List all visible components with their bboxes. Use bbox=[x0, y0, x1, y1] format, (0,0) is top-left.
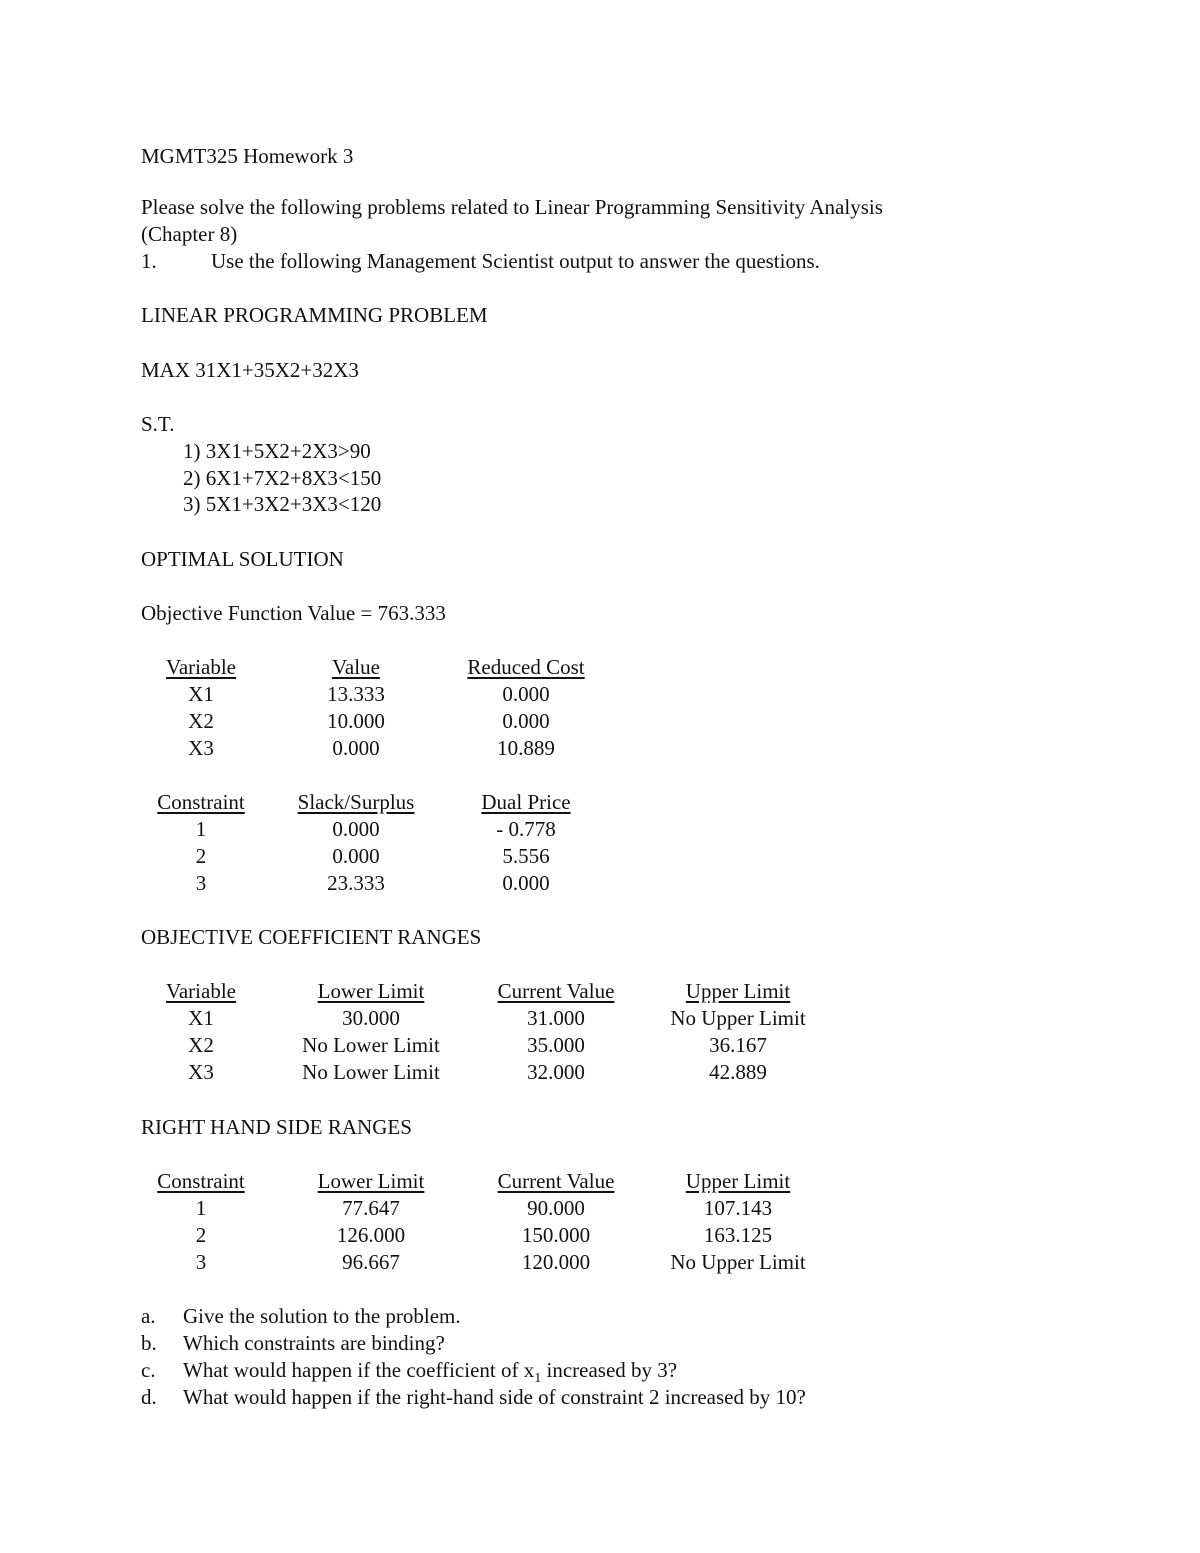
rhs-ranges-heading: RIGHT HAND SIDE RANGES bbox=[141, 1115, 412, 1139]
table-cell: X2 bbox=[188, 1033, 214, 1057]
table-cell: 5.556 bbox=[502, 844, 550, 868]
table-cell: 126.000 bbox=[336, 1223, 406, 1247]
table-row bbox=[141, 708, 601, 735]
objective-ranges-table bbox=[141, 978, 845, 1086]
rhs-ranges-table bbox=[141, 1168, 845, 1276]
table-header: Current Value bbox=[497, 1169, 615, 1193]
table-header: Reduced Cost bbox=[467, 655, 585, 679]
table-cell: No Upper Limit bbox=[670, 1250, 806, 1274]
table-cell: 1 bbox=[195, 1196, 207, 1220]
table-cell: 163.125 bbox=[703, 1223, 773, 1247]
table-cell: 0.000 bbox=[332, 817, 380, 841]
constraint-table bbox=[141, 789, 601, 897]
intro-line-1: Please solve the following problems related to Linear Programming Sensitivity Analysis bbox=[141, 195, 883, 219]
table-cell: 23.333 bbox=[327, 871, 385, 895]
subject-to-label: S.T. bbox=[141, 412, 175, 436]
table-cell: No Lower Limit bbox=[302, 1033, 440, 1057]
variable-table bbox=[141, 654, 601, 762]
table-row bbox=[141, 1059, 845, 1086]
table-cell: 10.000 bbox=[327, 709, 385, 733]
table-cell: 2 bbox=[195, 1223, 207, 1247]
constraint-2: 2) 6X1+7X2+8X3<150 bbox=[183, 466, 382, 490]
table-header: Upper Limit bbox=[685, 1169, 791, 1193]
table-row bbox=[141, 816, 601, 843]
table-cell: 35.000 bbox=[527, 1033, 585, 1057]
table-cell: X3 bbox=[188, 736, 214, 760]
table-header: Value bbox=[332, 655, 380, 679]
table-header: Slack/Surplus bbox=[297, 790, 415, 814]
table-row bbox=[141, 870, 601, 897]
objective-function-value: Objective Function Value = 763.333 bbox=[141, 601, 446, 625]
table-cell: X1 bbox=[188, 1006, 214, 1030]
objective-function: MAX 31X1+35X2+32X3 bbox=[141, 358, 359, 382]
table-cell: 42.889 bbox=[709, 1060, 767, 1084]
table-header: Lower Limit bbox=[317, 1169, 425, 1193]
lp-heading: LINEAR PROGRAMMING PROBLEM bbox=[141, 303, 488, 327]
table-cell: 96.667 bbox=[342, 1250, 400, 1274]
table-cell: 13.333 bbox=[327, 682, 385, 706]
intro-line-2: (Chapter 8) bbox=[141, 222, 238, 246]
table-cell: 1 bbox=[195, 817, 207, 841]
question-letter-d: d. bbox=[141, 1385, 157, 1409]
table-header: Constraint bbox=[157, 1169, 245, 1193]
table-header: Variable bbox=[166, 655, 236, 679]
table-cell: 2 bbox=[195, 844, 207, 868]
table-row bbox=[141, 735, 601, 762]
table-cell: 32.000 bbox=[527, 1060, 585, 1084]
table-cell: 3 bbox=[195, 1250, 207, 1274]
table-cell: X2 bbox=[188, 709, 214, 733]
constraint-1: 1) 3X1+5X2+2X3>90 bbox=[183, 439, 371, 463]
table-cell: 107.143 bbox=[703, 1196, 773, 1220]
table-cell: 30.000 bbox=[342, 1006, 400, 1030]
table-cell: 90.000 bbox=[527, 1196, 585, 1220]
table-row bbox=[141, 843, 601, 870]
table-header: Dual Price bbox=[481, 790, 571, 814]
table-cell: 0.000 bbox=[332, 844, 380, 868]
table-row bbox=[141, 1032, 845, 1059]
table-header: Current Value bbox=[497, 979, 615, 1003]
question-letter-a: a. bbox=[141, 1304, 156, 1328]
table-cell: 120.000 bbox=[521, 1250, 591, 1274]
question-b: Which constraints are binding? bbox=[183, 1331, 445, 1355]
question-letter-b: b. bbox=[141, 1331, 157, 1355]
constraint-3: 3) 5X1+3X2+3X3<120 bbox=[183, 492, 382, 516]
table-cell: 77.647 bbox=[342, 1196, 400, 1220]
table-cell: 3 bbox=[195, 871, 207, 895]
table-cell: 0.000 bbox=[502, 682, 550, 706]
table-row bbox=[141, 681, 601, 708]
table-row bbox=[141, 1222, 845, 1249]
table-cell: X1 bbox=[188, 682, 214, 706]
table-row bbox=[141, 1195, 845, 1222]
table-cell: X3 bbox=[188, 1060, 214, 1084]
item-number: 1. bbox=[141, 249, 157, 273]
table-header: Constraint bbox=[157, 790, 245, 814]
table-cell: No Lower Limit bbox=[302, 1060, 440, 1084]
table-header: Variable bbox=[166, 979, 236, 1003]
table-cell: 0.000 bbox=[502, 709, 550, 733]
table-cell: 150.000 bbox=[521, 1223, 591, 1247]
table-cell: 10.889 bbox=[497, 736, 555, 760]
question-c-text-after: increased by 3? bbox=[541, 1358, 678, 1382]
table-cell: 36.167 bbox=[709, 1033, 767, 1057]
table-cell: 0.000 bbox=[502, 871, 550, 895]
question-c-text-before: What would happen if the coefficient of x bbox=[183, 1358, 535, 1382]
table-cell: 31.000 bbox=[527, 1006, 585, 1030]
question-d: What would happen if the right-hand side of constraint 2 increased by 10? bbox=[183, 1385, 806, 1409]
table-row bbox=[141, 1249, 845, 1276]
table-cell: No Upper Limit bbox=[670, 1006, 806, 1030]
optimal-solution-heading: OPTIMAL SOLUTION bbox=[141, 547, 344, 571]
table-header: Upper Limit bbox=[685, 979, 791, 1003]
question-a: Give the solution to the problem. bbox=[183, 1304, 461, 1328]
table-row bbox=[141, 1005, 845, 1032]
objective-ranges-heading: OBJECTIVE COEFFICIENT RANGES bbox=[141, 925, 482, 949]
question-letter-c: c. bbox=[141, 1358, 156, 1382]
table-header: Lower Limit bbox=[317, 979, 425, 1003]
question-c-subscript: 1 bbox=[534, 1371, 542, 1387]
document-title: MGMT325 Homework 3 bbox=[141, 144, 354, 168]
table-cell: - 0.778 bbox=[496, 817, 556, 841]
item-text: Use the following Management Scientist output to answer the questions. bbox=[211, 249, 820, 273]
table-cell: 0.000 bbox=[332, 736, 380, 760]
